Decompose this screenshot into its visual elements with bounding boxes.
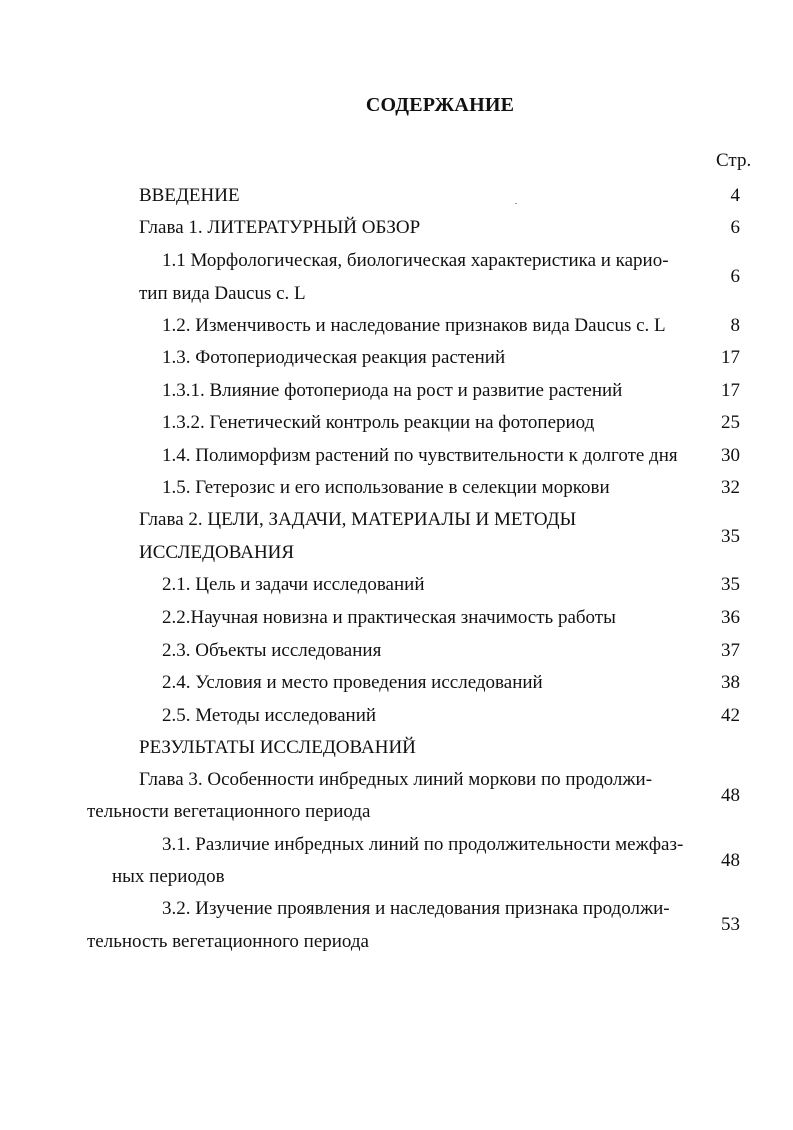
toc-entry-3-1-line-2: ных периодов	[112, 866, 225, 887]
toc-page-number: 6	[730, 266, 740, 287]
toc-page-number: 25	[721, 412, 740, 433]
toc-page-number: 17	[721, 347, 740, 368]
toc-page-number: 37	[721, 640, 740, 661]
page-column-header: Стр.	[716, 150, 752, 171]
toc-entry-3-2-line-2: тельность вегетационного периода	[87, 931, 369, 952]
toc-page-number: 8	[730, 315, 740, 336]
toc-page-number: 35	[721, 574, 740, 595]
toc-page-number: 48	[721, 850, 740, 871]
toc-entry-2-1: 2.1. Цель и задачи исследований	[162, 574, 425, 595]
toc-entry-1-1-line-2: тип вида Daucus c. L	[139, 283, 306, 304]
toc-page-number: 42	[721, 705, 740, 726]
toc-entry-chapter-3-line-2: тельности вегетационного периода	[87, 801, 371, 822]
toc-entry-1-3-2: 1.3.2. Генетический контроль реакции на фотопериод	[162, 412, 595, 433]
toc-page-number: 17	[721, 380, 740, 401]
toc-page-number: 30	[721, 445, 740, 466]
toc-entry-2-2: 2.2.Научная новизна и практическая значимость работы	[162, 607, 616, 628]
toc-entry-chapter-2-line-2: ИССЛЕДОВАНИЯ	[139, 542, 295, 563]
toc-page-number: 6	[730, 217, 740, 238]
toc-entry-results: РЕЗУЛЬТАТЫ ИССЛЕДОВАНИЙ	[139, 737, 416, 758]
toc-entry-chapter-1: Глава 1. ЛИТЕРАТУРНЫЙ ОБЗОР	[139, 217, 421, 238]
toc-page-number: 35	[721, 526, 740, 547]
toc-entry-1-2: 1.2. Изменчивость и наследование признаков вида Daucus c. L	[162, 315, 666, 336]
toc-page-number: 36	[721, 607, 740, 628]
toc-entry-2-4: 2.4. Условия и место проведения исследований	[162, 672, 543, 693]
toc-entry-1-4: 1.4. Полиморфизм растений по чувствительности к долготе дня	[162, 445, 678, 466]
toc-entry-1-1-line-1: 1.1 Морфологическая, биологическая характеристика и карио-	[162, 250, 669, 271]
toc-entry-3-2-line-1: 3.2. Изучение проявления и наследования признака продолжи-	[162, 898, 670, 919]
toc-entry-3-1-line-1: 3.1. Различие инбредных линий по продолжительности межфаз-	[162, 834, 684, 855]
toc-entry-2-5: 2.5. Методы исследований	[162, 705, 377, 726]
toc-page-number: 38	[721, 672, 740, 693]
toc-entry-1-3: 1.3. Фотопериодическая реакция растений	[162, 347, 506, 368]
toc-page-number: 4	[730, 185, 740, 206]
toc-entry-2-3: 2.3. Объекты исследования	[162, 640, 382, 661]
toc-title: СОДЕРЖАНИЕ	[365, 94, 515, 116]
toc-entry-chapter-3-line-1: Глава 3. Особенности инбредных линий моркови по продолжи-	[139, 769, 653, 790]
toc-entry-1-5: 1.5. Гетерозис и его использование в селекции моркови	[162, 477, 610, 498]
toc-page-number: 48	[721, 785, 740, 806]
toc-page-number: 53	[721, 914, 740, 935]
toc-entry-introduction: ВВЕДЕНИЕ	[139, 185, 240, 206]
toc-entry-chapter-2-line-1: Глава 2. ЦЕЛИ, ЗАДАЧИ, МАТЕРИАЛЫ И МЕТОДЫ	[139, 509, 577, 530]
toc-page-number: 32	[721, 477, 740, 498]
scan-speck	[515, 203, 517, 204]
toc-entry-1-3-1: 1.3.1. Влияние фотопериода на рост и развитие растений	[162, 380, 623, 401]
